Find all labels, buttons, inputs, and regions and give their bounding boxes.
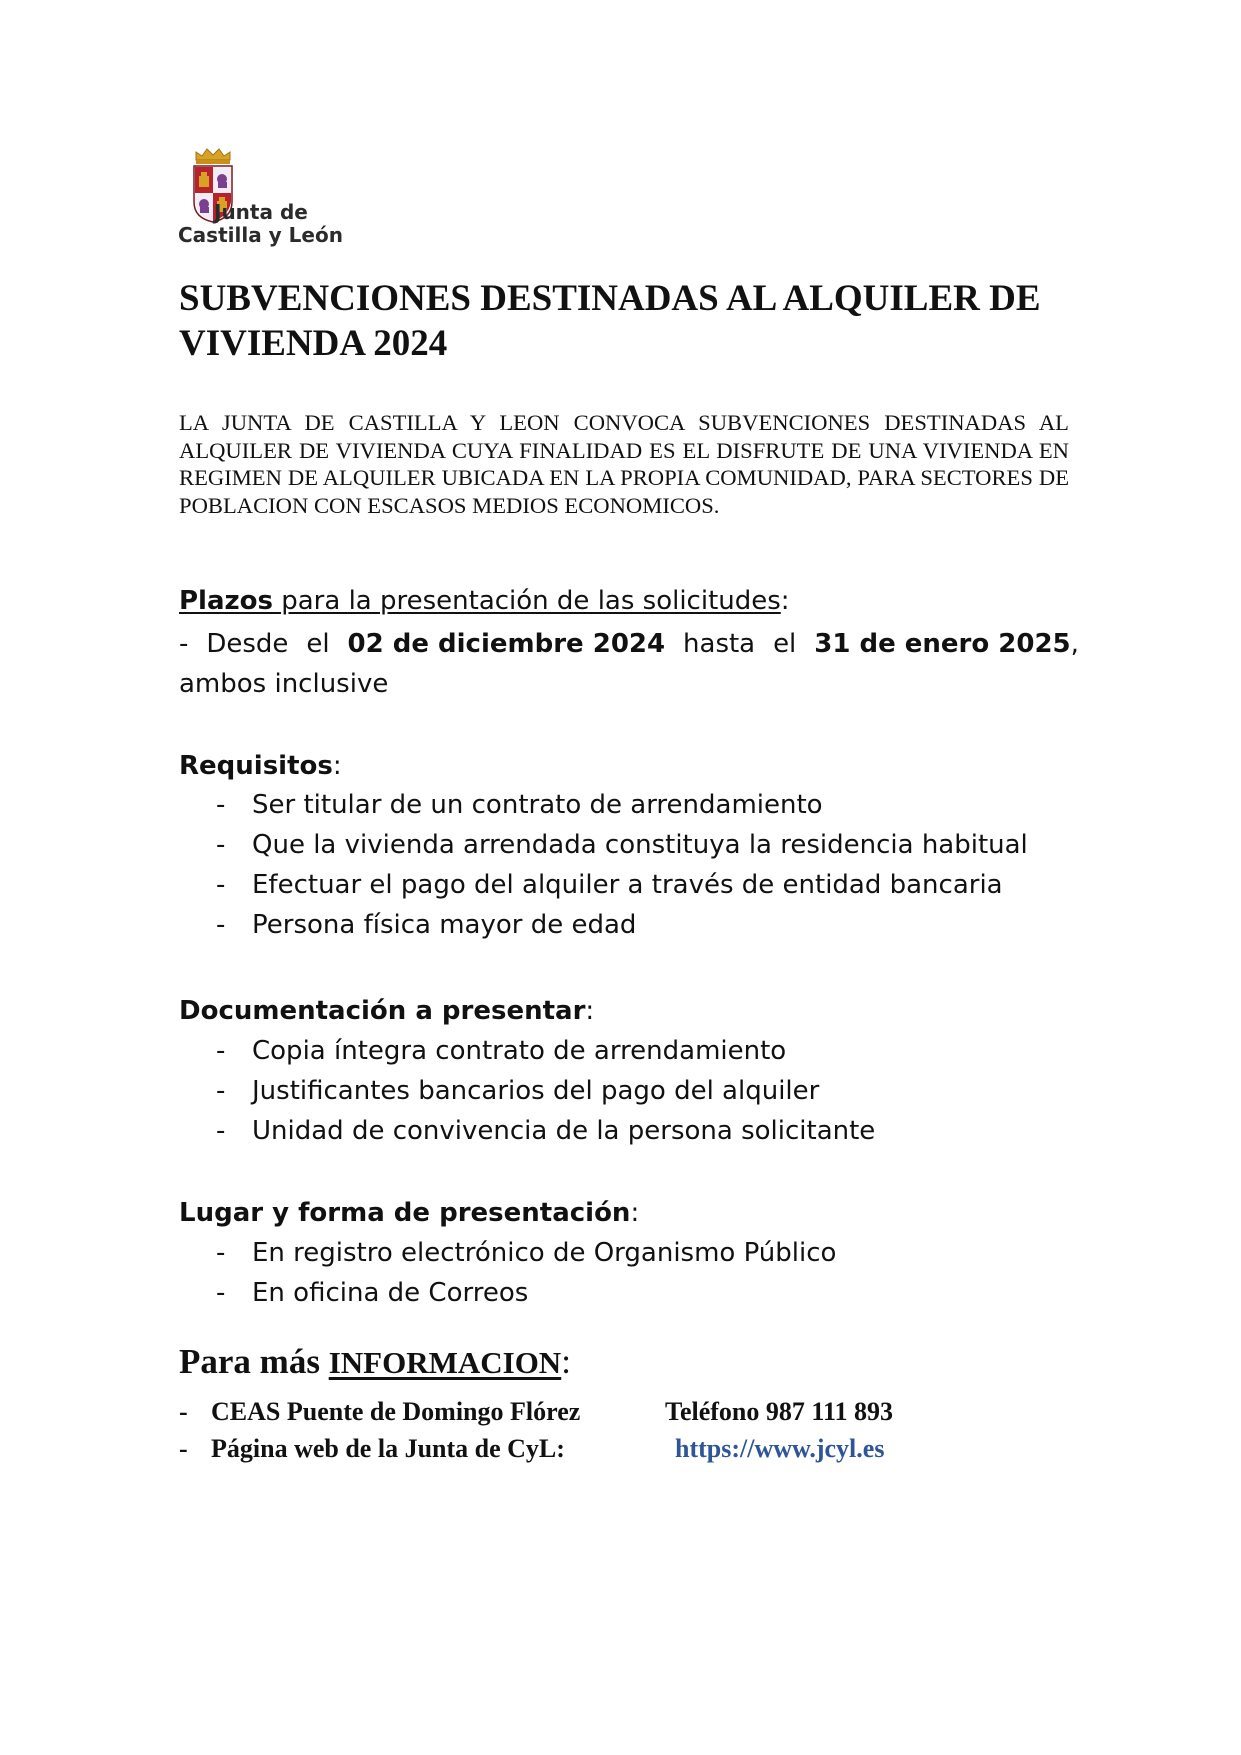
list-dash: - [216, 870, 226, 900]
list-dash: - [216, 790, 226, 820]
intro-paragraph: LA JUNTA DE CASTILLA Y LEON CONVOCA SUBVENCIONES DESTINADAS AL ALQUILER DE VIVIENDA CUYA FINALIDAD ES EL DISFRUTE DE UNA VIVIENDA EN REGIMEN DE ALQUILER UBICADA EN LA PROPIA COMUNIDAD, PARA SECTORES DE POBLACION CON ESCASOS MEDIOS ECONOMICOS. [179, 410, 1069, 518]
page-title: SUBVENCIONES DESTINADAS AL ALQUILER DE VIVIENDA 2024 [179, 278, 1041, 364]
plazos-heading-bold: Plazos [179, 586, 273, 616]
documentacion-list [216, 1031, 1116, 1151]
plazos-desde: Desde [206, 629, 289, 659]
list-item-text: En oficina de Correos [252, 1278, 529, 1308]
list-item-text: Persona física mayor de edad [252, 910, 637, 940]
junta-castilla-leon-logo [178, 146, 348, 250]
logo-text-line2: Castilla y León [178, 223, 343, 247]
list-item-text: En registro electrónico de Organismo Público [252, 1238, 837, 1268]
plazos-end-date: 31 de enero 2025 [814, 629, 1071, 659]
list-item [216, 905, 1116, 945]
list-dash: - [216, 830, 226, 860]
plazos-start-date: 02 de diciembre 2024 [347, 629, 666, 659]
list-dash: - [216, 1036, 226, 1066]
requisitos-heading [179, 746, 342, 786]
list-item [216, 1273, 1116, 1313]
list-item-text: Ser titular de un contrato de arrendamiento [252, 790, 823, 820]
web-label: Página web de la Junta de CyL: [211, 1434, 565, 1463]
list-item [216, 825, 1116, 865]
lugar-heading-label: Lugar y forma de presentación [179, 1198, 631, 1228]
web-dash: - [179, 1434, 188, 1463]
requisitos-colon: : [332, 751, 342, 781]
documentacion-heading-label: Documentación a presentar [179, 996, 586, 1026]
list-dash: - [216, 910, 226, 940]
list-dash: - [216, 1116, 226, 1146]
documentacion-colon: : [585, 996, 595, 1026]
plazos-hasta: hasta [683, 629, 756, 659]
list-item [216, 785, 1116, 825]
list-item [216, 1233, 1116, 1273]
list-item [216, 865, 1116, 905]
list-item-text: Unidad de convivencia de la persona solicitante [252, 1116, 876, 1146]
info-heading-part1: Para más [179, 1342, 329, 1381]
plazos-colon: : [780, 586, 790, 616]
list-item-text: Copia íntegra contrato de arrendamiento [252, 1036, 787, 1066]
lugar-colon: : [630, 1198, 640, 1228]
list-item-text: Que la vivienda arrendada constituya la residencia habitual [252, 830, 1028, 860]
list-dash: - [216, 1238, 226, 1268]
contact-label: CEAS Puente de Domingo Flórez [211, 1397, 581, 1426]
web-link[interactable]: https://www.jcyl.es [675, 1434, 885, 1463]
info-heading-part2: INFORMACION [328, 1345, 562, 1380]
list-item [216, 1031, 1116, 1071]
plazos-dash: - [179, 629, 189, 659]
list-dash: - [216, 1076, 226, 1106]
plazos-el1: el [306, 629, 330, 659]
contact-phone: Teléfono 987 111 893 [665, 1397, 894, 1426]
plazos-tail: ambos inclusive [179, 669, 389, 699]
lugar-list [216, 1233, 1116, 1313]
info-colon: : [561, 1342, 571, 1381]
documentacion-heading [179, 991, 594, 1031]
list-item-text: Efectuar el pago del alquiler a través de entidad bancaria [252, 870, 1003, 900]
list-item-text: Justificantes bancarios del pago del alquiler [252, 1076, 820, 1106]
list-item [216, 1111, 1116, 1151]
info-heading [179, 1340, 571, 1385]
plazos-comma: , [1070, 629, 1079, 659]
requisitos-heading-label: Requisitos [179, 751, 333, 781]
plazos-el2: el [773, 629, 797, 659]
contact-dash: - [179, 1397, 188, 1426]
lugar-heading [179, 1193, 639, 1233]
plazos-heading-rest: para la presentación de las solicitudes [272, 586, 781, 616]
logo-text-line1: Junta de [214, 200, 308, 224]
requisitos-list [216, 785, 1116, 945]
plazos-dates-line [179, 624, 1079, 664]
list-dash: - [216, 1278, 226, 1308]
plazos-heading [179, 581, 1079, 621]
list-item [216, 1071, 1116, 1111]
